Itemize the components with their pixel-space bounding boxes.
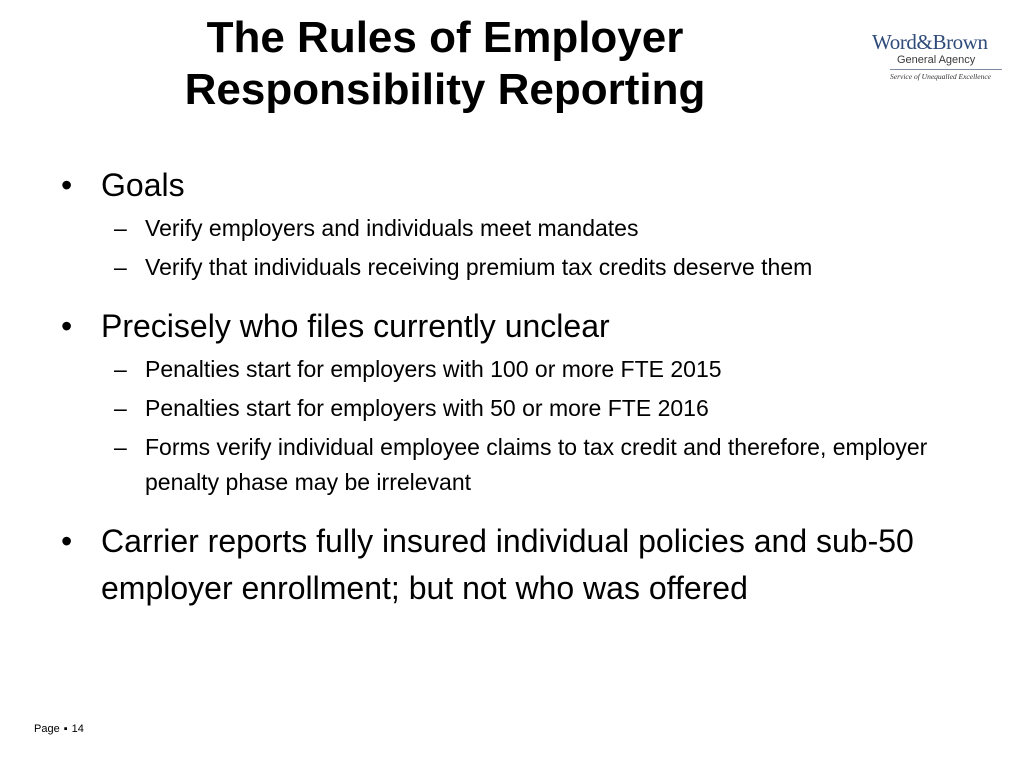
sub-bullet-marker: – xyxy=(114,356,127,382)
page-separator: ▪ xyxy=(63,723,68,735)
page-label: Page xyxy=(34,723,60,735)
sub-bullet-text: Forms verify individual employee claims to tax credit and therefore, employer penalty phase may be irrelevant xyxy=(145,434,928,495)
bullet-marker: • xyxy=(61,308,73,344)
slide-title-line-2: Responsibility Reporting xyxy=(184,65,706,114)
bullet-who-files xyxy=(55,303,955,350)
sub-bullet-marker: – xyxy=(114,434,127,460)
slide-title xyxy=(80,12,810,116)
sub-bullet-marker: – xyxy=(114,254,127,280)
logo-tagline: Service of Unequalled Excellence xyxy=(890,72,991,81)
slide-title-line-1: The Rules of Employer xyxy=(206,13,684,62)
bullet-text: Carrier reports fully insured individual policies and sub-50 employer enrollment; but not who was offered xyxy=(101,523,914,606)
sub-bullet xyxy=(55,250,955,285)
bullet-list xyxy=(55,162,955,612)
sub-bullet-marker: – xyxy=(114,395,127,421)
logo-divider xyxy=(890,69,1002,70)
sub-bullet-marker: – xyxy=(114,215,127,241)
sub-bullet xyxy=(55,211,955,246)
sub-bullet xyxy=(55,352,955,387)
sub-bullet xyxy=(55,391,955,426)
bullet-text: Goals xyxy=(101,167,185,203)
sub-bullet-text: Verify that individuals receiving premium tax credits deserve them xyxy=(145,254,813,280)
logo-wordmark: Word&Brown xyxy=(872,30,988,54)
company-logo xyxy=(862,30,1012,86)
bullet-marker: • xyxy=(61,523,73,559)
bullet-marker: • xyxy=(61,167,73,203)
sub-bullet-text: Penalties start for employers with 50 or more FTE 2016 xyxy=(145,395,709,421)
sub-bullet xyxy=(55,430,955,500)
bullet-goals xyxy=(55,162,955,209)
bullet-text: Precisely who files currently unclear xyxy=(101,308,610,344)
sub-bullet-text: Verify employers and individuals meet mandates xyxy=(145,215,639,241)
page-footer xyxy=(34,723,84,735)
sub-bullet-text: Penalties start for employers with 100 or more FTE 2015 xyxy=(145,356,722,382)
page-number: 14 xyxy=(71,723,84,735)
bullet-carrier-reports xyxy=(55,518,955,612)
logo-agency: General Agency xyxy=(897,54,976,66)
